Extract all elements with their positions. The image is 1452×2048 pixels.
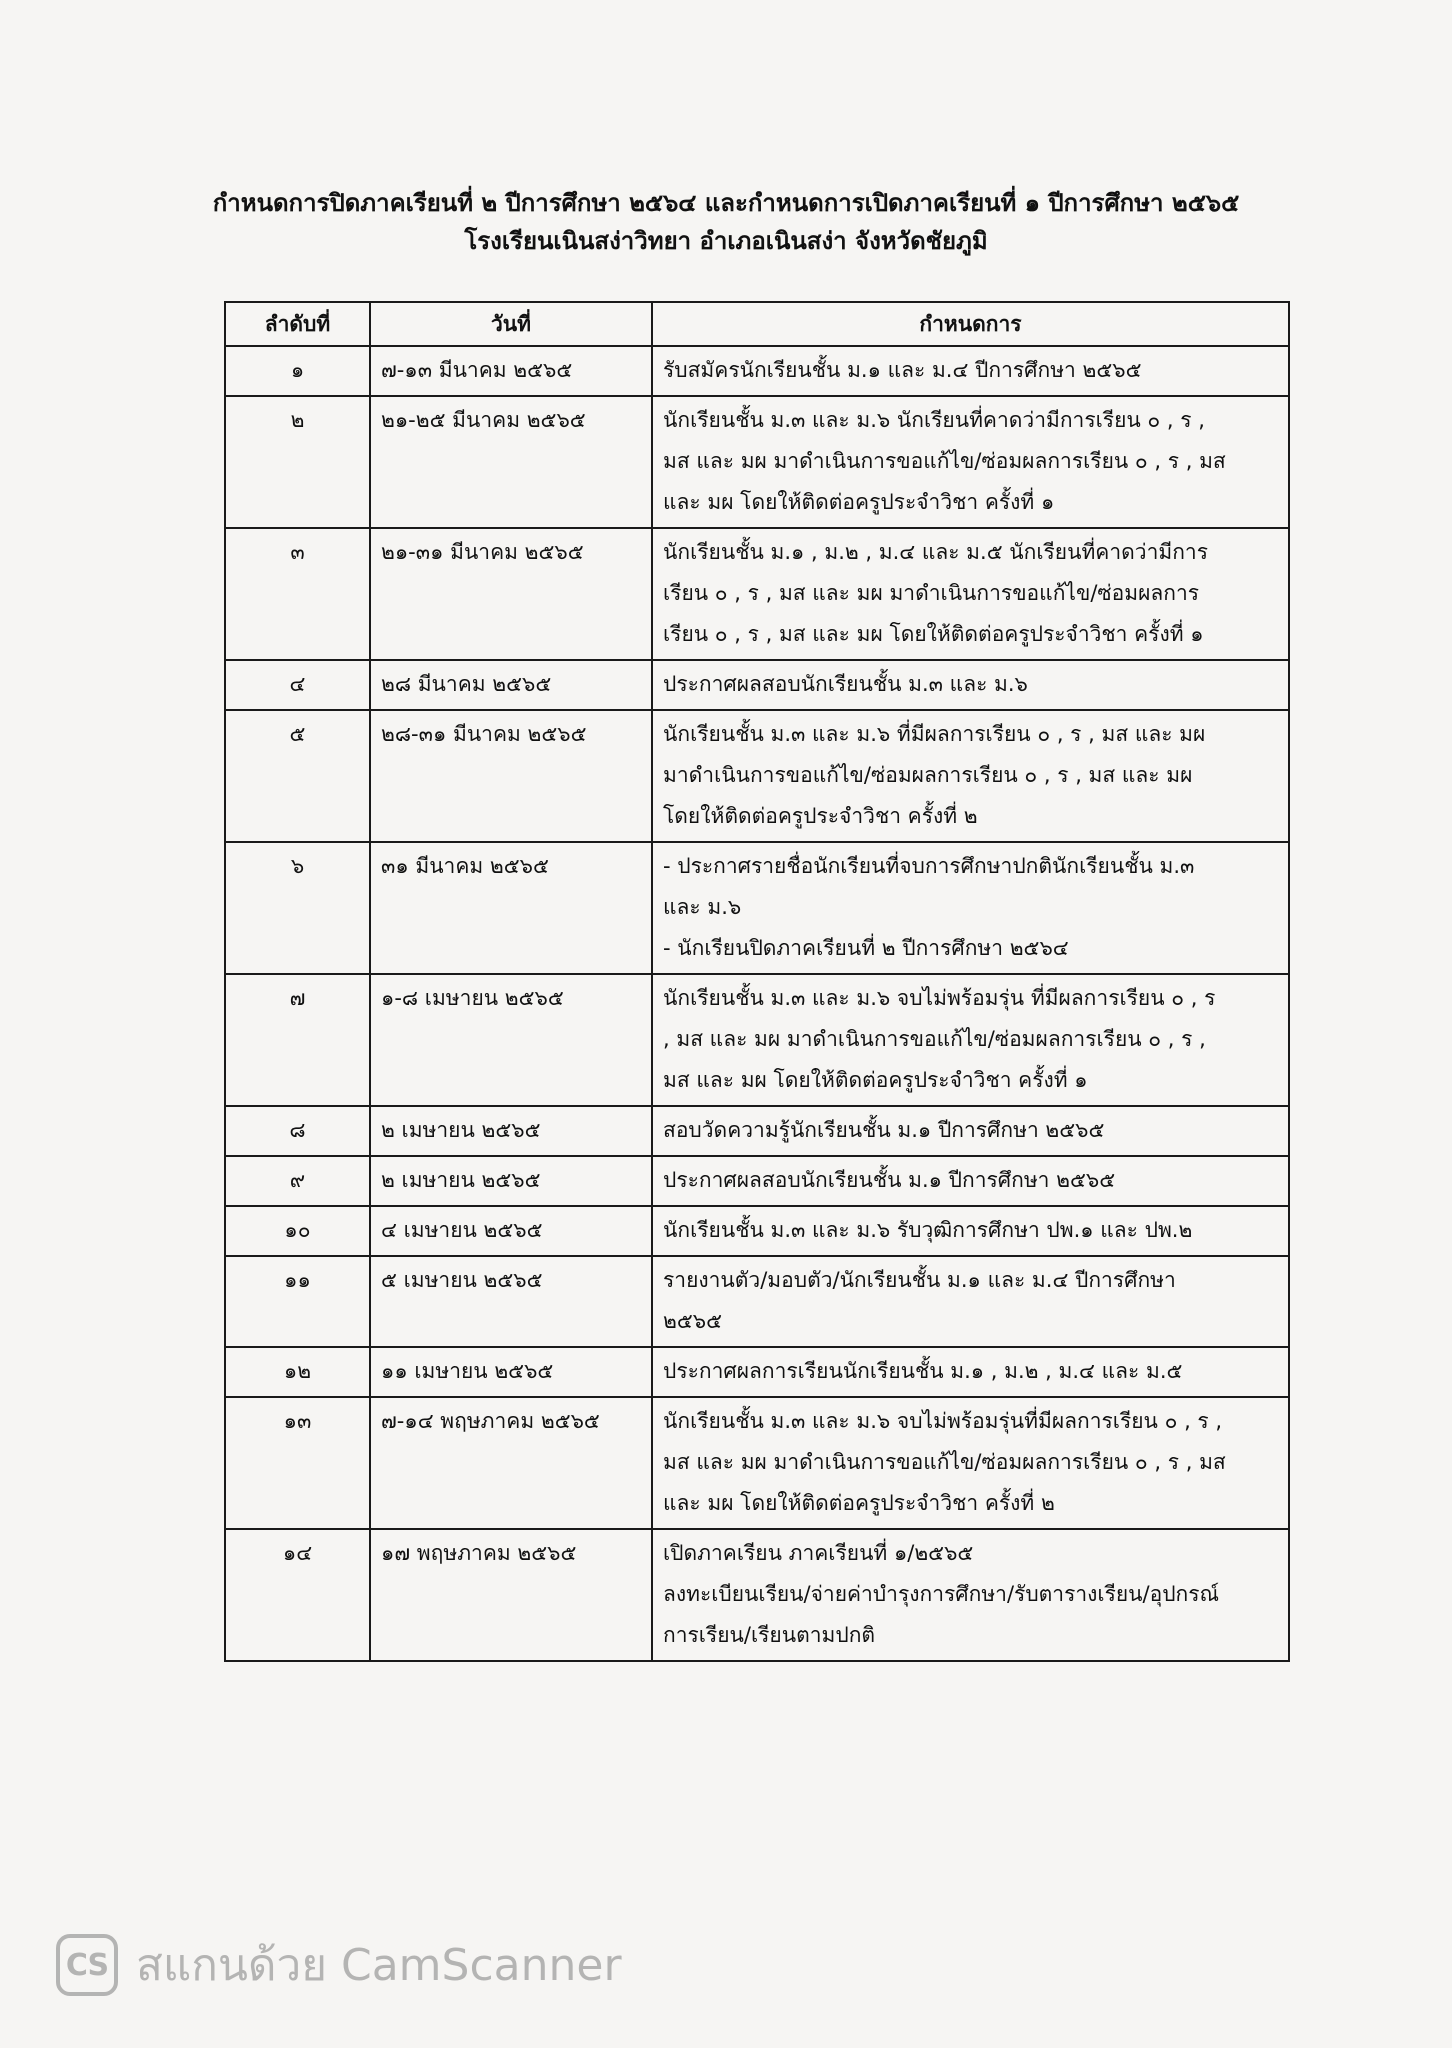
table-row [225,710,1289,842]
activity-line: - ประกาศรายชื่อนักเรียนที่จบการศึกษาปกตินักเรียนชั้น ม.๓ [663,854,1195,878]
row-date: ๔ เมษายน ๒๕๖๕ [370,1206,652,1256]
activity-line: มส และ มผ มาดำเนินการขอแก้ไข/ซ่อมผลการเรียน ๐ , ร , มส [663,1450,1226,1474]
activity-line: และ มผ โดยให้ติดต่อครูประจำวิชา ครั้งที่ ๑ [663,490,1055,514]
row-order-number: ๖ [225,842,370,974]
table-row [225,842,1289,974]
row-activity [652,1529,1289,1661]
row-date: ๒ เมษายน ๒๕๖๕ [370,1106,652,1156]
activity-line: , มส และ มผ มาดำเนินการขอแก้ไข/ซ่อมผลการเรียน ๐ , ร , [663,1027,1206,1051]
activity-line: การเรียน/เรียนตามปกติ [663,1623,876,1647]
row-order-number: ๔ [225,660,370,710]
table-row [225,1529,1289,1661]
header-activity: กำหนดการ [652,302,1289,346]
row-order-number: ๑๐ [225,1206,370,1256]
row-order-number: ๑๓ [225,1397,370,1529]
activity-line: นักเรียนชั้น ม.๓ และ ม.๖ รับวุฒิการศึกษา ปพ.๑ และ ปพ.๒ [663,1218,1193,1242]
activity-line: และ มผ โดยให้ติดต่อครูประจำวิชา ครั้งที่ ๒ [663,1491,1055,1515]
row-date: ๑๗ พฤษภาคม ๒๕๖๕ [370,1529,652,1661]
camscanner-watermark [56,1930,622,2000]
table-row [225,528,1289,660]
row-date: ๒ เมษายน ๒๕๖๕ [370,1156,652,1206]
schedule-body [225,346,1289,1661]
table-row [225,660,1289,710]
activity-line: - นักเรียนปิดภาคเรียนที่ ๒ ปีการศึกษา ๒๕๖๔ [663,936,1069,960]
watermark-text: สแกนด้วย CamScanner [136,1940,622,1991]
row-date: ๒๘ มีนาคม ๒๕๖๕ [370,660,652,710]
row-order-number: ๕ [225,710,370,842]
header-date: วันที่ [370,302,652,346]
activity-line: มาดำเนินการขอแก้ไข/ซ่อมผลการเรียน ๐ , ร , มส และ มผ [663,763,1193,787]
table-row [225,346,1289,396]
header-order: ลำดับที่ [225,302,370,346]
row-date: ๕ เมษายน ๒๕๖๕ [370,1256,652,1347]
row-date: ๑-๘ เมษายน ๒๕๖๕ [370,974,652,1106]
table-row [225,396,1289,528]
activity-line: ประกาศผลการเรียนนักเรียนชั้น ม.๑ , ม.๒ , ม.๔ และ ม.๕ [663,1359,1183,1383]
row-activity [652,974,1289,1106]
activity-line: นักเรียนชั้น ม.๓ และ ม.๖ จบไม่พร้อมรุ่นที่มีผลการเรียน ๐ , ร , [663,1409,1223,1433]
activity-line: สอบวัดความรู้นักเรียนชั้น ม.๑ ปีการศึกษา ๒๕๖๕ [663,1118,1105,1142]
row-date: ๒๘-๓๑ มีนาคม ๒๕๖๕ [370,710,652,842]
activity-line: โดยให้ติดต่อครูประจำวิชา ครั้งที่ ๒ [663,804,978,828]
row-activity [652,1156,1289,1206]
school-name: โรงเรียนเนินสง่าวิทยา อำเภอเนินสง่า จังหวัดชัยภูมิ [464,227,988,255]
row-activity [652,528,1289,660]
table-row [225,1106,1289,1156]
row-order-number: ๑๑ [225,1256,370,1347]
row-order-number: ๘ [225,1106,370,1156]
row-activity [652,1397,1289,1529]
activity-line: นักเรียนชั้น ม.๓ และ ม.๖ นักเรียนที่คาดว่ามีการเรียน ๐ , ร , [663,408,1205,432]
row-activity [652,1256,1289,1347]
table-row [225,974,1289,1106]
activity-line: นักเรียนชั้น ม.๓ และ ม.๖ จบไม่พร้อมรุ่น ที่มีผลการเรียน ๐ , ร [663,986,1216,1010]
row-activity [652,842,1289,974]
row-order-number: ๒ [225,396,370,528]
table-header-row [225,302,1289,346]
activity-line: เปิดภาคเรียน ภาคเรียนที่ ๑/๒๕๖๕ [663,1541,974,1565]
table-row [225,1397,1289,1529]
activity-line: รับสมัครนักเรียนชั้น ม.๑ และ ม.๔ ปีการศึกษา ๒๕๖๕ [663,358,1142,382]
camscanner-logo-icon: CS [56,1934,118,1996]
row-order-number: ๑ [225,346,370,396]
activity-line: นักเรียนชั้น ม.๓ และ ม.๖ ที่มีผลการเรียน ๐ , ร , มส และ มผ [663,722,1206,746]
table-row [225,1347,1289,1397]
row-date: ๒๑-๒๕ มีนาคม ๒๕๖๕ [370,396,652,528]
table-row [225,1156,1289,1206]
activity-line: ประกาศผลสอบนักเรียนชั้น ม.๓ และ ม.๖ [663,672,1028,696]
row-order-number: ๙ [225,1156,370,1206]
activity-line: ๒๕๖๕ [663,1309,722,1333]
row-date: ๓๑ มีนาคม ๒๕๖๕ [370,842,652,974]
row-activity [652,396,1289,528]
activity-line: เรียน ๐ , ร , มส และ มผ มาดำเนินการขอแก้ไข/ซ่อมผลการ [663,581,1200,605]
activity-line: รายงานตัว/มอบตัว/นักเรียนชั้น ม.๑ และ ม.๔ ปีการศึกษา [663,1268,1176,1292]
row-activity [652,1206,1289,1256]
row-activity [652,710,1289,842]
row-activity [652,1347,1289,1397]
activity-line: ลงทะเบียนเรียน/จ่ายค่าบำรุงการศึกษา/รับตารางเรียน/อุปกรณ์ [663,1582,1220,1606]
activity-line: เรียน ๐ , ร , มส และ มผ โดยให้ติดต่อครูประจำวิชา ครั้งที่ ๑ [663,622,1204,646]
row-date: ๑๑ เมษายน ๒๕๖๕ [370,1347,652,1397]
row-order-number: ๗ [225,974,370,1106]
document-title: กำหนดการปิดภาคเรียนที่ ๒ ปีการศึกษา ๒๕๖๔ และกำหนดการเปิดภาคเรียนที่ ๑ ปีการศึกษา ๒๕๖๕ [212,189,1240,217]
schedule-table [224,301,1290,1662]
activity-line: มส และ มผ มาดำเนินการขอแก้ไข/ซ่อมผลการเรียน ๐ , ร , มส [663,449,1226,473]
activity-line: นักเรียนชั้น ม.๑ , ม.๒ , ม.๔ และ ม.๕ นักเรียนที่คาดว่ามีการ [663,540,1208,564]
table-row [225,1256,1289,1347]
row-date: ๗-๑๓ มีนาคม ๒๕๖๕ [370,346,652,396]
row-date: ๒๑-๓๑ มีนาคม ๒๕๖๕ [370,528,652,660]
row-order-number: ๓ [225,528,370,660]
row-activity [652,346,1289,396]
row-order-number: ๑๒ [225,1347,370,1397]
row-activity [652,1106,1289,1156]
row-order-number: ๑๔ [225,1529,370,1661]
row-date: ๗-๑๔ พฤษภาคม ๒๕๖๕ [370,1397,652,1529]
activity-line: มส และ มผ โดยให้ติดต่อครูประจำวิชา ครั้งที่ ๑ [663,1068,1088,1092]
table-row [225,1206,1289,1256]
activity-line: และ ม.๖ [663,895,742,919]
row-activity [652,660,1289,710]
activity-line: ประกาศผลสอบนักเรียนชั้น ม.๑ ปีการศึกษา ๒๕๖๕ [663,1168,1116,1192]
